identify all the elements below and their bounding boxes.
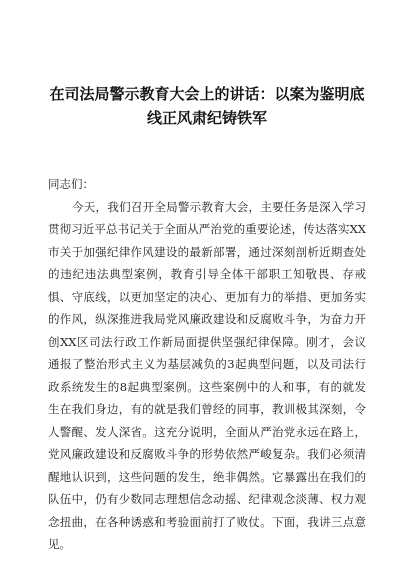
paragraph-line: 今天，我们召开全局警示教育大会，主要任务是深入学习 xyxy=(72,199,366,214)
paragraph-line: 惧、守底线，以更加坚定的决心、更加有力的举措、更加务实 xyxy=(48,289,366,304)
paragraph-line: 念扭曲，在各种诱惑和考验面前打了败仗。下面，我讲三点意 xyxy=(48,514,366,529)
paragraph-line: 市关于加强纪律作风建设的最新部署，通过深刻剖析近期查处 xyxy=(48,244,366,259)
body-paragraph xyxy=(48,196,366,556)
title-line-2: 线正风肃纪铸铁军 xyxy=(146,109,267,127)
paragraph-line: 醒地认识到，这些问题的发生，绝非偶然。它暴露出在我们的 xyxy=(48,469,366,484)
paragraph-line: 政系统发生的8起典型案例。这些案例中的人和事，有的就发 xyxy=(48,379,366,394)
paragraph-line: 通报了整治形式主义为基层减负的3起典型问题，以及司法行 xyxy=(48,357,366,371)
paragraph-line: 创XX区司法行政工作新局面提供坚强纪律保障。刚才，会议 xyxy=(48,334,366,349)
document-title xyxy=(48,82,366,130)
paragraph-line: 的作风，纵深推进我局党风廉政建设和反腐败斗争，为奋力开 xyxy=(48,312,366,326)
paragraph-line: 党风廉政建设和反腐败斗争的形势依然严峻复杂。我们必须清 xyxy=(48,447,366,461)
paragraph-line: 队伍中，仍有少数同志理想信念动摇、纪律观念淡薄、权力观 xyxy=(48,492,366,506)
paragraph-line: 贯彻习近平总书记关于全面从严治党的重要论述，传达落实XX xyxy=(48,222,366,236)
title-line-1: 在司法局警示教育大会上的讲话：以案为鉴明底 xyxy=(49,85,365,103)
salutation: 同志们： xyxy=(48,177,94,191)
paragraph-line: 见。 xyxy=(48,537,71,551)
paragraph-line: 人警醒、发人深省。这充分说明，全面从严治党永远在路上， xyxy=(48,424,366,439)
paragraph-line: 生在我们身边，有的就是我们曾经的同事，教训极其深刻，令 xyxy=(48,402,366,416)
paragraph-line: 的违纪违法典型案例，教育引导全体干部职工知敬畏、存戒 xyxy=(48,267,366,281)
